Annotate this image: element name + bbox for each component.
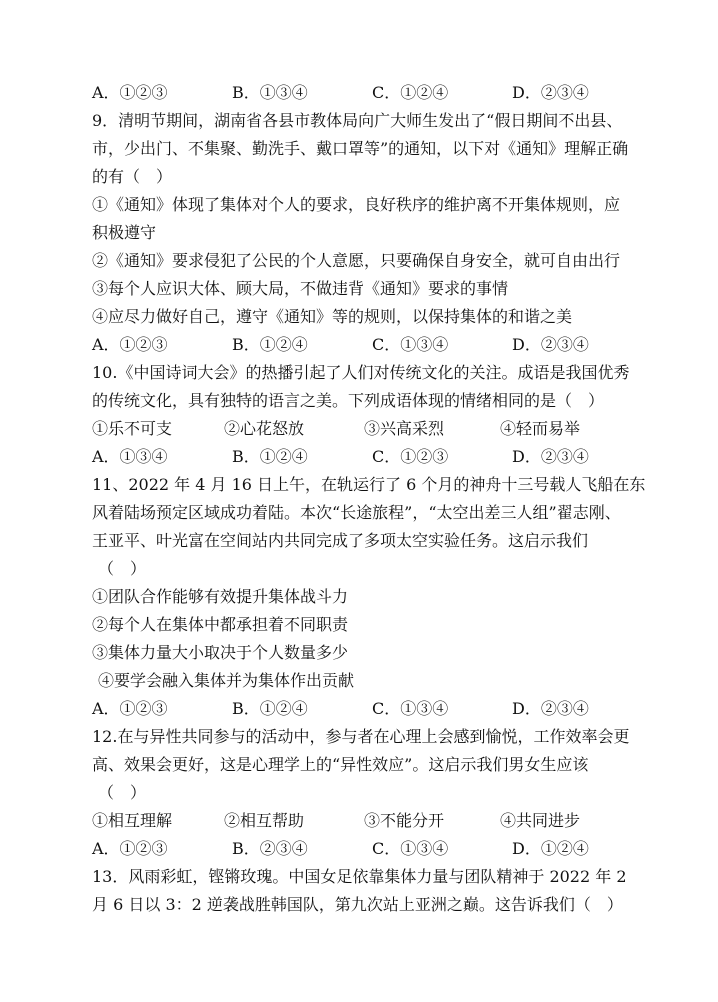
q12-option-d[interactable]: D．①②④ (512, 839, 589, 858)
q11-stem-line-3: 王亚平、叶光富在空间站内共同完成了多项太空实验任务。这启示我们 (92, 531, 589, 550)
q9-option-a[interactable]: A．①②③ (92, 335, 168, 354)
q9-statement-1-cont: 积极遵守 (92, 223, 157, 242)
q11-option-a[interactable]: A．①②③ (92, 699, 168, 718)
q11-statement-2: ②每个人在集体中都承担着不同职责 (92, 615, 349, 634)
q11-stem-line-2: 风着陆场预定区域成功着陆。本次“长途旅程”，“太空出差三人组”翟志刚、 (92, 503, 621, 522)
q9-statement-1: ①《通知》体现了集体对个人的要求，良好秩序的维护离不开集体规则，应 (92, 195, 621, 214)
q9-option-b[interactable]: B．①②④ (232, 335, 308, 354)
q13-stem-line-2: 月 6 日以 3：2 逆袭战胜韩国队，第九次站上亚洲之巅。这告诉我们（ ） (92, 895, 623, 914)
q10-option-a[interactable]: A．①③④ (92, 447, 168, 466)
q13-stem-line-1: 13．风雨彩虹，铿锵玫瑰。中国女足依靠集体力量与团队精神于 2022 年 2 (92, 867, 627, 886)
q12-item-3: ③不能分开 (364, 811, 445, 830)
q11-option-b[interactable]: B．①②④ (232, 699, 308, 718)
q11-stem-line-4: （ ） (98, 559, 147, 578)
q10-item-1: ①乐不可支 (92, 419, 173, 438)
q8-options (92, 82, 636, 104)
q12-item-4: ④共同进步 (500, 811, 581, 830)
q10-items (92, 418, 636, 440)
q8-option-d[interactable]: D．②③④ (512, 83, 589, 102)
q11-options (92, 698, 636, 720)
q10-option-c[interactable]: C．①②③ (372, 447, 449, 466)
q11-statement-4: ④要学会融入集体并为集体作出贡献 (98, 671, 355, 690)
q11-option-c[interactable]: C．①③④ (372, 699, 449, 718)
q10-item-4: ④轻而易举 (500, 419, 581, 438)
q10-options (92, 446, 636, 468)
q10-stem-line-1: 10.《中国诗词大会》的热播引起了人们对传统文化的关注。成语是我国优秀 (92, 363, 630, 382)
q11-option-d[interactable]: D．②③④ (512, 699, 589, 718)
q8-option-b[interactable]: B．①③④ (232, 83, 308, 102)
q12-option-b[interactable]: B．②③④ (232, 839, 308, 858)
q9-statement-2: ②《通知》要求侵犯了公民的个人意愿，只要确保自身安全，就可自由出行 (92, 251, 621, 270)
q9-stem-line-2: 市，少出门、不集聚、勤洗手、戴口罩等”的通知，以下对《通知》理解正确 (92, 139, 629, 158)
q12-stem-line-1: 12.在与异性共同参与的活动中，参与者在心理上会感到愉悦，工作效率会更 (92, 727, 630, 746)
q10-item-2: ②心花怒放 (224, 419, 305, 438)
q9-option-c[interactable]: C．①③④ (372, 335, 449, 354)
q10-option-b[interactable]: B．①②④ (232, 447, 308, 466)
q9-stem-line-1: 9．清明节期间，湖南省各县市教体局向广大师生发出了“假日期间不出县、 (92, 111, 623, 130)
q8-option-c[interactable]: C．①②④ (372, 83, 449, 102)
q10-option-d[interactable]: D．②③④ (512, 447, 589, 466)
q12-items (92, 810, 636, 832)
q9-statement-3: ③每个人应识大体、顾大局，不做违背《通知》要求的事情 (92, 279, 509, 298)
q9-options (92, 334, 636, 356)
q12-item-2: ②相互帮助 (224, 811, 305, 830)
q9-stem-line-3: 的有（ ） (92, 167, 173, 186)
q10-stem-line-2: 的传统文化，具有独特的语言之美。下列成语体现的情绪相同的是（ ） (92, 391, 605, 410)
q12-stem-line-2: 高、效果会更好，这是心理学上的“异性效应”。这启示我们男女生应该 (92, 755, 589, 774)
q9-option-d[interactable]: D．②③④ (512, 335, 589, 354)
q12-item-1: ①相互理解 (92, 811, 173, 830)
q11-statement-3: ③集体力量大小取决于个人数量多少 (92, 643, 349, 662)
q10-item-3: ③兴高采烈 (364, 419, 445, 438)
q11-stem-line-1: 11、2022 年 4 月 16 日上午，在轨运行了 6 个月的神舟十三号载人飞船在东 (92, 475, 646, 494)
q12-stem-line-3: （ ） (98, 783, 147, 802)
q12-option-a[interactable]: A．①②③ (92, 839, 168, 858)
q8-option-a[interactable]: A．①②③ (92, 83, 168, 102)
q12-options (92, 838, 636, 860)
q12-option-c[interactable]: C．①③④ (372, 839, 449, 858)
q11-statement-1: ①团队合作能够有效提升集体战斗力 (92, 587, 349, 606)
q9-statement-4: ④应尽力做好自己，遵守《通知》等的规则，以保持集体的和谐之美 (92, 307, 573, 326)
